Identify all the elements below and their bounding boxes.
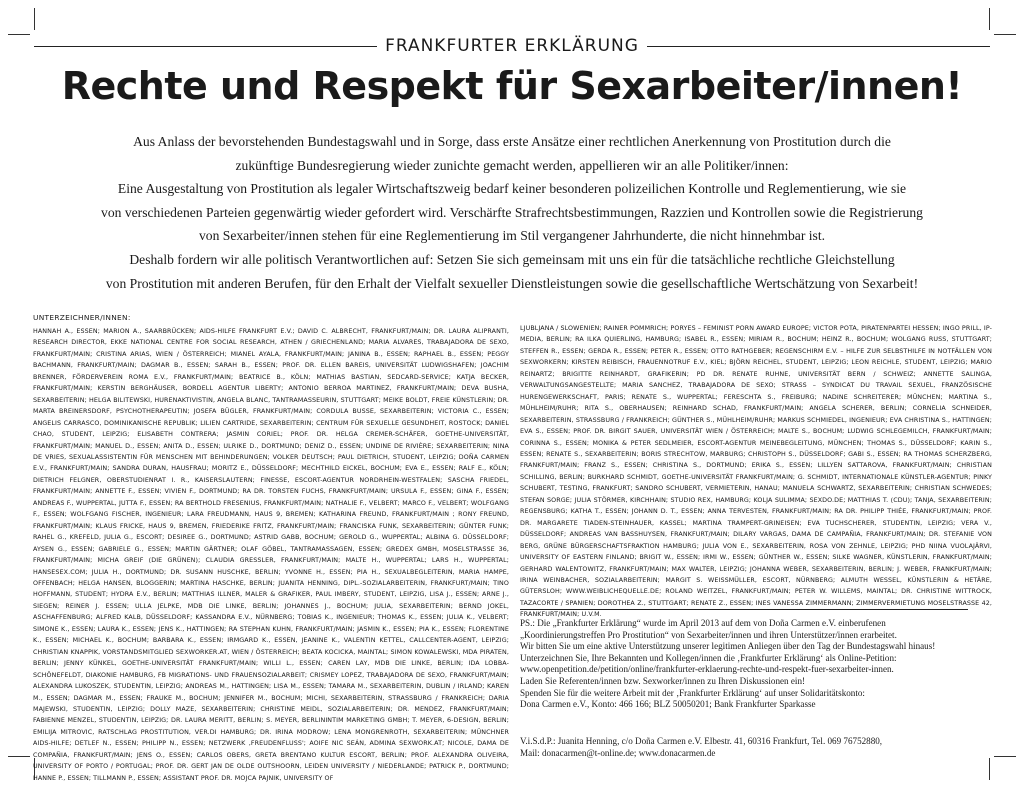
kicker-row xyxy=(34,34,990,58)
kicker-rule-left xyxy=(34,46,377,47)
intro-text xyxy=(30,130,994,295)
crop-mark xyxy=(989,758,990,780)
intro-line: von Prostitution mit anderen Berufen, für den Erhalt der Vielfalt sexueller Dienstleistungen sowie die gesellschaftliche Wertschätzung von Sexarbeit! xyxy=(105,275,919,291)
contact-email-website[interactable]: Mail: donacarmen@t-online.de; www.donacarmen.de xyxy=(520,747,716,758)
crop-mark xyxy=(8,34,30,35)
ps-line: Laden Sie Referenten/innen bzw. Sexworker/innen zu Ihren Diskussionen ein! xyxy=(520,675,806,686)
postscript xyxy=(520,618,992,711)
intro-line: Aus Anlass der bevorstehenden Bundestagswahl und in Sorge, dass erste Ansätze einer rechtlichen Anerkennung von Prostitution durch die xyxy=(133,134,891,149)
signatories-right-column xyxy=(520,323,992,621)
ps-line: „Koordinierungstreffen Pro Prostitution“ von Sexarbeiter/innen und ihren Unterstützer/innen erarbeitet. xyxy=(520,629,897,640)
intro-line: von verschiedenen Parteien gegenwärtig wieder gefordert wird. Verschärfte Strafrechtsbestimmungen, Razzien und Kontrollen sowie die Registrierung xyxy=(101,204,923,220)
intro-line: Eine Ausgestaltung von Prostitution als legaler Wirtschaftszweig bedarf keiner besonderen polizeilichen Kontrolle und Reglementierung, wie sie xyxy=(117,181,907,197)
signatories-left-column xyxy=(33,313,509,784)
kicker-rule-right xyxy=(647,46,990,47)
crop-mark xyxy=(989,8,990,30)
kicker: FRANKFURTER ERKLÄRUNG xyxy=(385,36,639,56)
signatories-list-left: HANNAH A., ESSEN; MARION A., SAARBRÜCKEN; AIDS-HILFE FRANKFURT E.V.; DAVID C. ALBRECHT, FRANKFURT/MAIN; DR. LAURA ALIPRANTI, RESEARCH DIRECTOR, EKKE NATIONAL CENTRE FOR SOCIAL RESEARCH, ATHEN / GRIECHENLAND; MARIA ALVARES, TRABAJADORA DE SEXO, FRANKFURT/MAIN; CRISTINA ARIAS, WIEN / ÖSTERREICH; MIANEL AYALA, FRANKFURT/MAIN; JANINA B., ESSEN; RAPHAEL B., ESSEN; PEGGY BACHMANN, FRANKFURT/MAIN; DAGMAR B., ESSEN; SARAH B., ESSEN; PROF. DR. ELLEN BAREIS, UNIVERSITÄT LUDWIGSHAFEN; JOACHIM BRENNER, FÖRDERVEREIN ROMA E.V., FRANKFURT/MAIN; BEATRICE B., KÖLN; MATHIAS BASTIAN, SEDCARD-SERVICE; KATJA BECKER, FRANKFURT/MAIN; KERSTIN BERGHÄUSER, BORDELL AGENTUR LIBERTY; ANTONIO BERROA MARTINEZ, FRANKFURT/MAIN; DEVA BUSHA, SEXARBEITERIN; HELGA BILITEWSKI, HURENAKTIVISTIN, ANGELA BLANC, TANTRAMASSEURIN, STUTTGART; MEIKE BOLDT, FREIE KÜNSTLERIN; DR. MARTA BREINERSDORF, PSYCHOTHERAPEUTIN; JOSEFA BÜGLER, FRANKFURT/MAIN; CORDULA BUSSE, SEXARBEITERIN; VICTORIA C., ESSEN; ANGELIS CARRASCO, DOMINIKANISCHE REPUBLIK; LILIEN CARTRIDE, SEXARBEITERIN; CENTRUM FÜR SEXUELLE GESUNDHEIT, ROSTOCK; DANIEL CHAO, STUDENT, LEIPZIG; ELISABETH CONTRERA; JASMIN CORIEL; PROF. DR. HELGA CREMER-SCHÄFER, GOETHE-UNIVERSITÄT, FRANKFURT/MAIN; MANUEL D., ESSEN; ANITA D., ESSEN; ULRIKE D., DORTMUND; DENIZ D., ESSEN; UNDINE DE RIVIÈRE; SEXARBEITERIN; NINA DE VRIES, SEXUALASSISTENTIN FÜR MENSCHEN MIT BEHINDERUNGEN; VOLKER DEUTSCH; PAUL DIETRICH, STUDENT, LEIPZIG; DOÑA CARMEN E.V., FRANKFURT/MAIN; SANDRA DURAN, HAUSFRAU; MORITZ E., DÜSSELDORF; MECHTHILD EICKEL, BOCHUM; EVA E., ESSEN; RALF E., KÖLN; DIETRICH FELGNER, OBERSTUDIENRAT I. R., KAISERSLAUTERN; FINESSE, ESCORT-AGENTUR NORDRHEIN-WESTFALEN; SASCHA FRIEDEL, FRANKFURT/MAIN; ANNETTE F., ESSEN; VIVIEN F., DORTMUND; RA DR. TORSTEN FUCHS, FRANKFURT/MAIN; URSULA F., ESSEN; GINA F., ESSEN; ANDREAS F., WUPPERTAL, JUTTA F., ESSEN; RA BERTHOLD FRESENIUS, FRANKFURT/MAIN; NATHALIE F., VELBERT; MARCO F., VELBERT; WOLFGANG F., ESSEN; WOLFGANG FISCHER, INGENIEUR; LARA FREUDMANN, HAUS 9, BREMEN; KATHARINA FREUND, FRANKFURT/MAIN ; RONY FREUND, FRANKFURT/MAIN; KLAUS FRICKE, HAUS 9, BREMEN, FRIEDERIKE FRITZ, FRANKFURT/MAIN; FRANCISKA FUNK, SEXARBEITERIN; GÜNTER FUNK; RAHEL G., KREFELD, JULIA G., ESCORT; DESIREE G., DORTMUND; ASTRID GABB, BOCHUM; GEROLD G., WUPPERTAL; ALBINA G. DÜSSELDORF; AYSEN G., ESSEN; GABRIELE G., ESSEN; MARTIN GÄRTNER; OLAF GÖBEL, TANTRAMASSAGEN, ESSEN; GREDEX GMBH, MOSELSTRASSE 36, FRANKFURT/MAIN; MICHA GREIF (DIE GRÜNEN); CLAUDIA GRESSLER, FRANKFURT/MAIN; MALTE H., WUPPERTAL; LARS H., WUPPERTAL; HANSESEX.COM; JULIA H., DORTMUND; DR. SUSANN HUSCHKE, BERLIN; YVONNE H., ESSEN; PIA H., SEXUALBEGLEITERIN, MARIA HAMPE, OFFENBACH; HELGA HANSEN, BLOGGERIN; MARTINA HASCHKE, BERLIN; JUANITA HENNING, DIPL.-SOZIALARBEITERIN, FRANKFURT/MAIN; TINO HOFFMANN, STUDENT; HYDRA E.V., BERLIN; MATTHIAS ILLNER, MALER & GRAFIKER, PAUL IMBERY, STUDENT, LEIPZIG, LISA J., ESSEN; ARNE J., SIEGEN; REINER J. ESSEN; ULLA JELPKE, MDB DIE LINKE, BERLIN; JOHANNES J., BOCHUM; JULIA, SEXARBEITERIN; BERND JOKEL, ASCHAFFENBURG; ALFRED KALB, DÜSSELDORF; KASSANDRA E.V., NÜRNBERG; TOBIAS K., INGENIEUR; THOMAS K., ESSEN; JULIA K., VELBERT; SIMONE K., ESSEN; LAURA K., ESSEN; JENS K., HATTINGEN; RA STEPHAN KUHN, FRANKFURT/MAIN; JASMIN K., ESSEN; PIA K., ESSEN; FLORENTINE K., ESSEN; MICHAEL K., BOCHUM; BARBARA K., ESSEN; IRMGARD K., ESSEN, JEANINE K., VALENTIN KETTEL, CALLCENTER-AGENT, LEIPZIG; CHRISTIAN KNAPPIK, VORSTANDSMITGLIED SEXWORKER.AT, WIEN / ÖSTERREICH; BEATA KOCICKA, MAINTAL; SIMON KOWALEWSKI, MDA PIRATEN, BERLIN; JENNY KÜNKEL, GOETHE-UNIVERSITÄT FRANKFURT/MAIN; WILLI L., ESSEN; CAREN LAY, MDB DIE LINKE, BERLIN; IDA LOBBA-SCHÖNEFELDT, DIAKONIE HAMBURG, FB MIGRATIONS- UND FRAUENSOZIALARBEIT; CRISMEY LOPEZ, TRABAJADORA DE SEXO, FRANKFURT/MAIN; ALEXANDRA LUKOSZEK, STUDENTIN, LEIPZIG; ANDREAS M., HATTINGEN; LISA M., ESSEN; TAMARA M., SEXARBEITERIN, DUBLIN / IRLAND; KAREN M., ESSEN; DAGMAR M., ESSEN; FRAUKE M., BOCHUM; JENNIFER M., BOCHUM; MICHI, SEXARBEITERIN, STRASSBURG / FRANKREICH; DARIA MAJEWSKI, STUDENTIN, LEIPZIG; DOLLY MAZE, SEXARBEITERIN; CHRISTINE MEIDL, SOZIALARBEITERIN; DR. MENDEZ, FRANKFURT/MAIN; FABIENNE MENZEL, STUDENTIN, LEIPZIG; DR. LAURA MERITT, BERLIN; S. MEYER, BERLININTIM MARKETING GMBH; T. MEYER, 6-DESIGN, BERLIN; EMILIJA MITROVIC, RATSCHLAG PROSTITUTION, VER.DI HAMBURG; DR. IRINA MODROW; LENA MONGRENROTH, SEXARBEITERIN; MÜNCHNER AIDS-HILFE; DETLEF N., ESSEN; PHILIPP N., ESSEN; NETZWERK ‚FREUDENFLUSS'; AOIFE NIC SEÁN, ADMINA SEXWORK.AT; NICOLE, DAMA DE COMPAÑIA, FRANKFURT/MAIN; JENS O., ESSEN; CARLOS OBERS, GRETA BRENTANO KULTUR ESCORT, BERLIN; PROF. ALEXANDRA OLIVEIRA, UNIVERSITY OF PORTO / PORTUGAL; PROF. DR. GERT JAN DE OLDE OUTSHOORN, LEIDEN UNIVERSITY / NIEDERLANDE; PATRICK P., DORTMUND; HANNE P., ESSEN; TILLMANN P., ESSEN; ASSISTANT PROF. DR. MOJCA PAJNIK, UNIVERSITY OF xyxy=(33,328,509,782)
imprint-line: V.i.S.d.P.: Juanita Henning, c/o Doña Carmen e.V. Elbestr. 41, 60316 Frankfurt, Tel. 069 76752880, xyxy=(520,736,883,746)
imprint xyxy=(520,736,992,759)
ps-line: Unterzeichnen Sie, Ihre Bekannten und Kollegen/innen die ‚Frankfurter Erklärung‘ als Online-Petition: xyxy=(520,652,897,663)
petition-url[interactable]: www.openpetition.de/petition/online/frankfurter-erklaerung-rechte-und-respekt-fuer-sexarbeiter-innen. xyxy=(520,664,894,675)
ps-divider xyxy=(520,609,968,610)
headline: Rechte und Respekt für Sexarbeiter/innen! xyxy=(61,64,963,108)
crop-mark xyxy=(994,756,1016,757)
ps-line: Wir bitten Sie um eine aktive Unterstützung unserer legitimen Anliegen über den Tag der Bundestagswahl hinaus! xyxy=(520,641,936,652)
signatories-label: UNTERZEICHNER/INNEN: xyxy=(33,313,131,322)
crop-mark xyxy=(994,34,1016,35)
ps-line: Spenden Sie für die weitere Arbeit mit der ‚Frankfurter Erklärung‘ auf unser Solidaritätskonto: xyxy=(520,687,865,698)
signatories-list-right: LJUBLJANA / SLOWENIEN; RAINER POMMRICH; PORYES – FEMINIST PORN AWARD EUROPE; VICTOR POTA, PIRATENPARTEI HESSEN; INGO PRILL, IP-MEDIA, BERLIN; RA ILKA QUIERLING, HAMBURG; ISABEL R., ESSEN; MIRIAM R., BOCHUM; HEINZ R., BOCHUM; WOLGANG RUSS, STUTTGART; STEFFEN R., ESSEN; GERDA R., ESSEN; PETER R., ESSEN; OTTO RATHGEBER; REGENSCHIRM E.V. – HILFE ZUR SELBSTHILFE IN NOTFÄLLEN VON SEXWORKERN; KIRSTEN REIBISCH, FRAUENNOTRUF E.V., KIEL; BJÖRN REICHEL, STUDENT, LEIPZIG; LEON REICHLE, STUDENT, LEIPZIG; MARIO REINARTZ; BRIGITTE REINHARDT, GRAFIKERIN; PD DR. RENATE RUHNE, UNIVERSITÄT BERN / SCHWEIZ; ANNETTE SALINGA, VERWALTUNGSANGESTELLTE; MARIA SANCHEZ, TRABAJADORA DE SEXO; STRASS – SYNDICAT DU TRAVAIL SEXUEL, FRANZÖSISCHE HURENGEWERKSCHAFT, PARIS; RENATE S., WUPPERTAL; FERESCHTA S., FREIBURG; NADINE SCHREITERER; MÜNCHEN; MARTINA S., MÜHLHEIM/RUHR; RITA S., OBERHAUSEN; REINHARD SCHAD, FRANKFURT/MAIN; ANGELA SCHERER, BERLIN; CORNELIA SCHNEIDER, SEXARBEITERIN, STRASSBURG / FRANKREICH; GÜNTHER S., MÜHLHEIM/RUHR; MARKUS SCHMIEDEL, INGENIEUR; EVA CHRISTINA S., HATTINGEN; EVA S., ESSEN; PROF. DR. BIRGIT SAUER, UNIVERSITÄT WIEN / ÖSTERREICH; MALTE S., BOCHUM; LUDWIG SCHLEGEMILCH, FRANKFURT/MAIN; CORINNA S., ESSEN; MONIKA & PETER SEDLMEIER, ESCORT-AGENTUR MEINEBEGLEITUNG, MÜNCHEN; THOMAS S., DÜSSELDORF; KARIN S., ESSEN; RENATE S., SEXARBEITERIN; BORIS STRECHTOW, MARBURG; CHRISTOPH S., DÜSSELDORF; GABI S., ESSEN; RA THOMAS SCHERZBERG, FRANKFURT/MAIN; FRANZ S., ESSEN; CHRISTINA S., DORTMUND; ERIKA S., ESSEN; LILLYEN SATTAROVA, FRANKFURT/MAIN; CHRISTIAN SCHILLING, BERLIN; BURKHARD SCHMIDT, GOETHE-UNIVERSITÄT FRANKFURT/MAIN; G. SCHMIDT, INTERNATIONALE KÜNSTLER-AGENTUR; PINKY SCHUBERT, TESTING, FRANKFURT; SANDRO SCHUBERT, VERMIETERIN, HANAU; MANUELA SCHWARTZ, SEXARBEITERIN; CHRISTIAN SCHWEDES; STEFAN SORGE; JULIA STÖRMER, KIRCHHAIN; STUDIO REX, HAMBURG; KOLJA SULIMMA; SEXDO.DE; MATTHIAS T. (CDU); TANJA, SEXARBEITERIN; REGENSBURG; KATHA T., ESSEN; JOHANN D. T., ESSEN; ANNA TERVESTEN, FRANKFURT/MAIN; RA DR. PHILIPP THIÉE, FRANKFURT/MAIN; PROF. DR. MARGARETE TIADEN-STEINHAUER, KASSEL; MARTINA TRAMPERT-GRINEISEN; EVA TUCHSCHERER, STUDENTIN, LEIPZIG; VERA V., DÜSSELDORF; ANDREAS VAN BASSHUYSEN, FRANKFURT/MAIN; DILARY VARGAS, DAMA DE CAMPAÑIA, FRANKFURT/MAIN; DR. STEFANIE VON BERG, GRÜNE BÜRGERSCHAFTSFRAKTION HAMBURG; JULIA VON E., SEXARBEITERIN, ROSA VON ZEHNLE, LEIPZIG; PHD NIINA VUOLAJÄRVI, UNIVERSITY OF EASTERN FINLAND; BRIGIT W., ESSEN; IRMI W., ESSEN; GÜNTHER W., ESSEN; SILKE WAGNER, KÜNSTLERIN, FRANKFURT/MAIN; GERHARD WALENTOWITZ, FRANKFURT/MAIN; MAX WALTER, LEIPZIG; JOHANNA WEBER, SEXARBEITERIN, BERLIN; J. WEBER, FRANKFURT/MAIN; IRINA WEINBACHER, SOZIALARBEITERIN; MARGIT S. WEISSMÜLLER, ESCORT, NÜRNBERG; ALMUTH WESSEL, KÜNSTLERIN & HETÄRE, GÜTERSLOH; WWW.WEIBLICHEQUELLE.DE; ROLAND WEITZEL, FRANKFURT/MAIN; PETER W. WILLEMS, MAINTAL; DR. CHRISTINE WITTROCK, TAZACORTE / SPANIEN; DOROTHEA Z., STUTTGART; RENATE Z., ESSEN; INES VANESSA ZIMMERMANN; ZIMMERVERMIETUNG MOSELSTRASSE 42, FRANKFURT/MAIN; U.V.M. xyxy=(520,325,992,619)
intro-line: zukünftige Bundesregierung wieder zunichte gemacht werden, appellieren wir an alle Politiker/innen: xyxy=(235,157,789,173)
intro-line: von Sexarbeiter/innen stehen für eine Reglementierung im Stil vergangener Jahrhunderte, die nicht hinnehmbar ist. xyxy=(198,228,825,244)
ps-line: PS.: Die „Frankfurter Erklärung“ wurde im April 2013 auf dem von Doña Carmen e.V. einberufenen xyxy=(520,618,886,628)
crop-mark xyxy=(8,756,30,757)
crop-mark xyxy=(34,8,35,30)
bank-details: Dona Carmen e.V., Konto: 466 166; BLZ 50050201; Bank Frankfurter Sparkasse xyxy=(520,699,816,710)
intro-line: Deshalb fordern wir alle politisch Verantwortlichen auf: Setzen Sie sich gemeinsam mit uns ein für die tatsächliche rechtliche Gleichstellung xyxy=(129,251,895,267)
